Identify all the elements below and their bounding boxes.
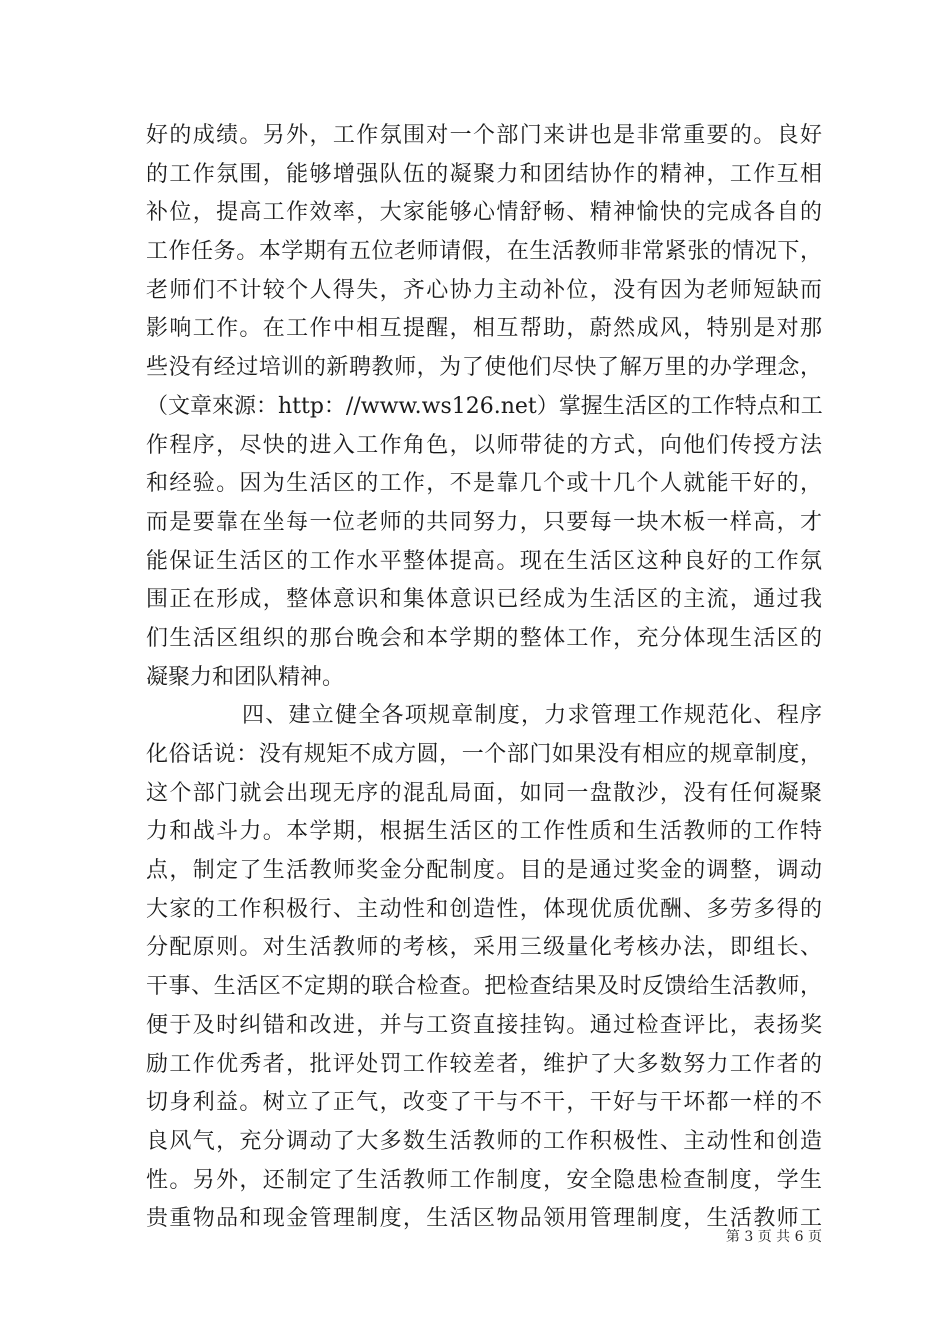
text-line: 大家的工作积极行、主动性和创造性，体现优质优酬、多劳多得的 (146, 896, 822, 922)
text-line: 和经验。因为生活区的工作，不是靠几个或十几个人就能干好的， (146, 471, 822, 497)
text-line: 励工作优秀者，批评处罚工作较差者，维护了大多数努力工作者的 (146, 1051, 822, 1077)
paragraph-end-line: 凝聚力和团队精神。 (146, 664, 345, 690)
text-line: 补位，提高工作效率，大家能够心情舒畅、精神愉快的完成各自的 (146, 200, 822, 226)
text-line: 便于及时纠错和改进，并与工资直接挂钩。通过检查评比，表扬奖 (146, 1012, 822, 1038)
text-line: 影响工作。在工作中相互提醒，相互帮助，蔚然成风，特别是对那 (146, 316, 822, 342)
text-line: 贵重物品和现金管理制度，生活区物品领用管理制度，生活教师工 (146, 1206, 822, 1232)
body-text (146, 117, 822, 1239)
text-line: 而是要靠在坐每一位老师的共同努力，只要每一块木板一样高，才 (146, 509, 822, 535)
text-line: 的工作氛围，能够增强队伍的凝聚力和团结协作的精神，工作互相 (146, 161, 822, 187)
section-heading-line: 四、建立健全各项规章制度，力求管理工作规范化、程序 (242, 703, 822, 729)
text-line: 点，制定了生活教师奖金分配制度。目的是通过奖金的调整，调动 (146, 858, 822, 884)
text-line: 力和战斗力。本学期，根据生活区的工作性质和生活教师的工作特 (146, 819, 822, 845)
text-line: 围正在形成，整体意识和集体意识已经成为生活区的主流，通过我 (146, 587, 822, 613)
text-line: 好的成绩。另外，工作氛围对一个部门来讲也是非常重要的。良好 (146, 123, 822, 148)
text-line: 老师们不计较个人得失，齐心协力主动补位，没有因为老师短缺而 (146, 277, 822, 303)
text-line: 良风气，充分调动了大多数生活教师的工作积极性、主动性和创造 (146, 1128, 822, 1154)
text-line: 们生活区组织的那台晚会和本学期的整体工作，充分体现生活区的 (146, 625, 822, 651)
text-line: 作程序，尽快的进入工作角色，以师带徒的方式，向他们传授方法 (146, 432, 822, 458)
text-line: 化俗话说：没有规矩不成方圆，一个部门如果没有相应的规章制度， (146, 742, 822, 767)
page-number: 第 3 页 共 6 页 (725, 1229, 822, 1245)
text-line: 能保证生活区的工作水平整体提高。现在生活区这种良好的工作氛 (146, 548, 822, 574)
text-line: 这个部门就会出现无序的混乱局面，如同一盘散沙，没有任何凝聚 (146, 780, 822, 806)
text-line: 性。另外，还制定了生活教师工作制度，安全隐患检查制度，学生 (146, 1167, 822, 1193)
text-line: 些没有经过培训的新聘教师，为了使他们尽快了解万里的办学理念， (146, 355, 822, 381)
text-line: （文章來源：http：//www.ws126.net）掌握生活区的工作特点和工 (146, 393, 823, 419)
text-line: 切身利益。树立了正气，改变了干与不干，干好与干坏都一样的不 (146, 1090, 822, 1116)
text-line: 干事、生活区不定期的联合检查。把检查结果及时反馈给生活教师， (146, 974, 822, 1000)
text-line: 分配原则。对生活教师的考核，采用三级量化考核办法，即组长、 (146, 935, 822, 961)
text-line: 工作任务。本学期有五位老师请假，在生活教师非常紧张的情况下， (146, 239, 822, 265)
